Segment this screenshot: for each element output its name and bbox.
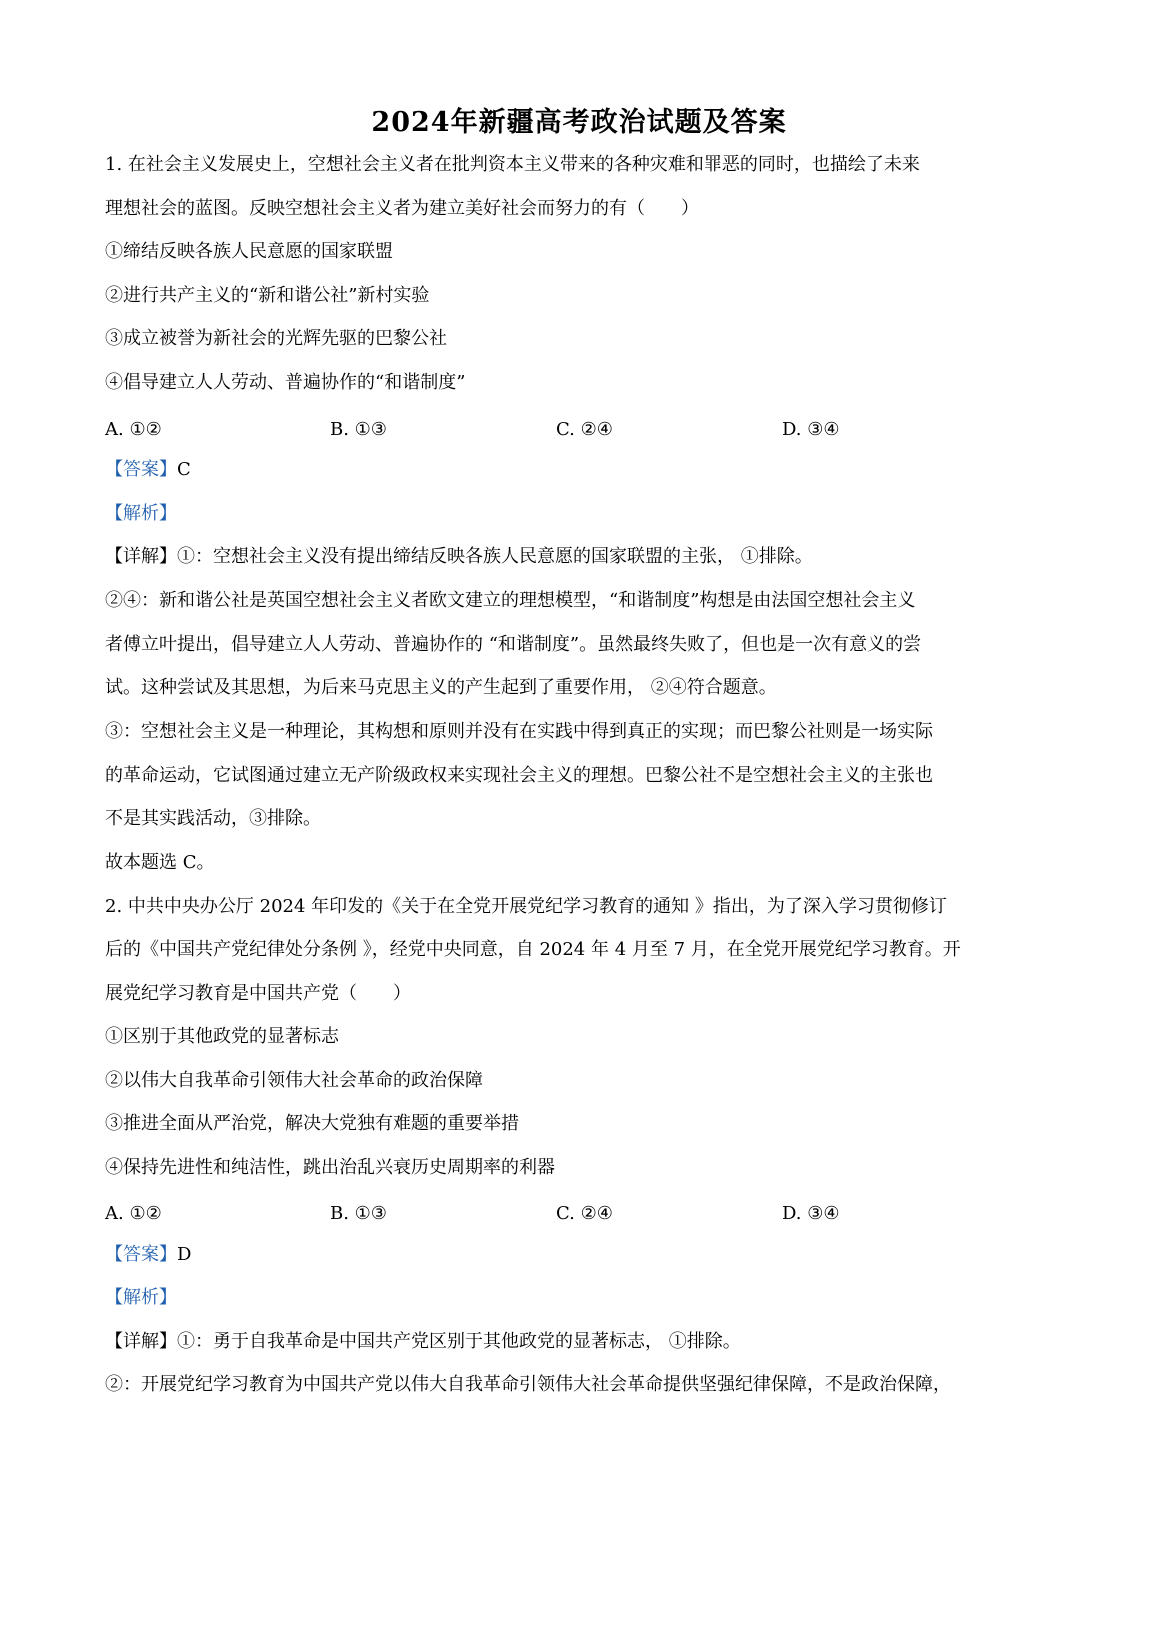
q1-conclusion: 故本题选 C。 [105, 852, 215, 873]
q1-detail-line-5: ③：空想社会主义是一种理论，其构想和原则并没有在实践中得到真正的实现；而巴黎公社则是一场实际 [105, 721, 933, 742]
q2-option-a: A. ①② [105, 1203, 162, 1224]
q1-item-4: ④倡导建立人人劳动、普遍协作的“和谐制度” [105, 372, 466, 393]
q1-answer-tag: 【答案】 [105, 459, 177, 480]
q2-option-b: B. ①③ [330, 1203, 387, 1224]
q1-detail-line-6: 的革命运动，它试图通过建立无产阶级政权来实现社会主义的理想。巴黎公社不是空想社会主义的主张也 [105, 765, 933, 786]
q2-item-4: ④保持先进性和纯洁性，跳出治乱兴衰历史周期率的利器 [105, 1157, 555, 1178]
q1-item-1: ①缔结反映各族人民意愿的国家联盟 [105, 241, 393, 262]
q2-detail-line-1 [105, 1330, 741, 1354]
q2-answer-value: D [177, 1244, 192, 1265]
q1-item-2: ②进行共产主义的“新和谐公社”新村实验 [105, 285, 430, 306]
q1-option-d: D. ③④ [782, 419, 840, 440]
q2-answer [105, 1243, 191, 1267]
q1-detail-tag: 【详解】 [105, 546, 177, 567]
q1-stem-line-2: 理想社会的蓝图。反映空想社会主义者为建立美好社会而努力的有（ ） [105, 198, 699, 219]
q1-stem-line-1: 1. 在社会主义发展史上，空想社会主义者在批判资本主义带来的各种灾难和罪恶的同时，也描绘了未来 [105, 154, 920, 175]
q1-item-3: ③成立被誉为新社会的光辉先驱的巴黎公社 [105, 328, 447, 349]
q1-detail-line-3: 者傅立叶提出，倡导建立人人劳动、普遍协作的 “和谐制度”。虽然最终失败了，但也是一次有意义的尝 [105, 634, 922, 655]
q2-stem-line-1: 2. 中共中央办公厅 2024 年印发的《关于在全党开展党纪学习教育的通知 》指出，为了深入学习贯彻修订 [105, 896, 947, 917]
q2-option-d: D. ③④ [782, 1203, 840, 1224]
q1-detail-line-4: 试。这种尝试及其思想，为后来马克思主义的产生起到了重要作用， ②④符合题意。 [105, 677, 777, 698]
q1-detail-line-1 [105, 545, 813, 569]
page-title: 2024年新疆高考政治试题及答案 [371, 107, 787, 138]
q1-analysis-tag: 【解析】 [105, 503, 177, 524]
q2-item-2: ②以伟大自我革命引领伟大社会革命的政治保障 [105, 1070, 483, 1091]
q2-answer-tag: 【答案】 [105, 1244, 177, 1265]
q1-analysis [105, 502, 177, 526]
q1-option-b: B. ①③ [330, 419, 387, 440]
q1-answer [105, 458, 191, 482]
q2-option-c: C. ②④ [556, 1203, 613, 1224]
q1-detail-line-7: 不是其实践活动，③排除。 [105, 808, 321, 829]
q2-item-3: ③推进全面从严治党，解决大党独有难题的重要举措 [105, 1113, 519, 1134]
q2-analysis-tag: 【解析】 [105, 1287, 177, 1308]
q1-option-a: A. ①② [105, 419, 162, 440]
q1-answer-value: C [177, 459, 191, 480]
q1-detail-line-2: ②④：新和谐公社是英国空想社会主义者欧文建立的理想模型，“和谐制度”构想是由法国空想社会主义 [105, 590, 916, 611]
q1-detail-text-1: ①：空想社会主义没有提出缔结反映各族人民意愿的国家联盟的主张， ①排除。 [177, 546, 813, 567]
q2-detail-text-1: ①：勇于自我革命是中国共产党区别于其他政党的显著标志， ①排除。 [177, 1331, 741, 1352]
q2-detail-line-2: ②：开展党纪学习教育为中国共产党以伟大自我革命引领伟大社会革命提供坚强纪律保障，不是政治保障， [105, 1374, 951, 1395]
q2-analysis [105, 1286, 177, 1310]
q2-stem-line-3: 展党纪学习教育是中国共产党（ ） [105, 983, 411, 1004]
q2-detail-tag: 【详解】 [105, 1331, 177, 1352]
q1-option-c: C. ②④ [556, 419, 613, 440]
q2-item-1: ①区别于其他政党的显著标志 [105, 1026, 339, 1047]
q2-stem-line-2: 后的《中国共产党纪律处分条例 》，经党中央同意，自 2024 年 4 月至 7 月，在全党开展党纪学习教育。开 [105, 939, 961, 960]
